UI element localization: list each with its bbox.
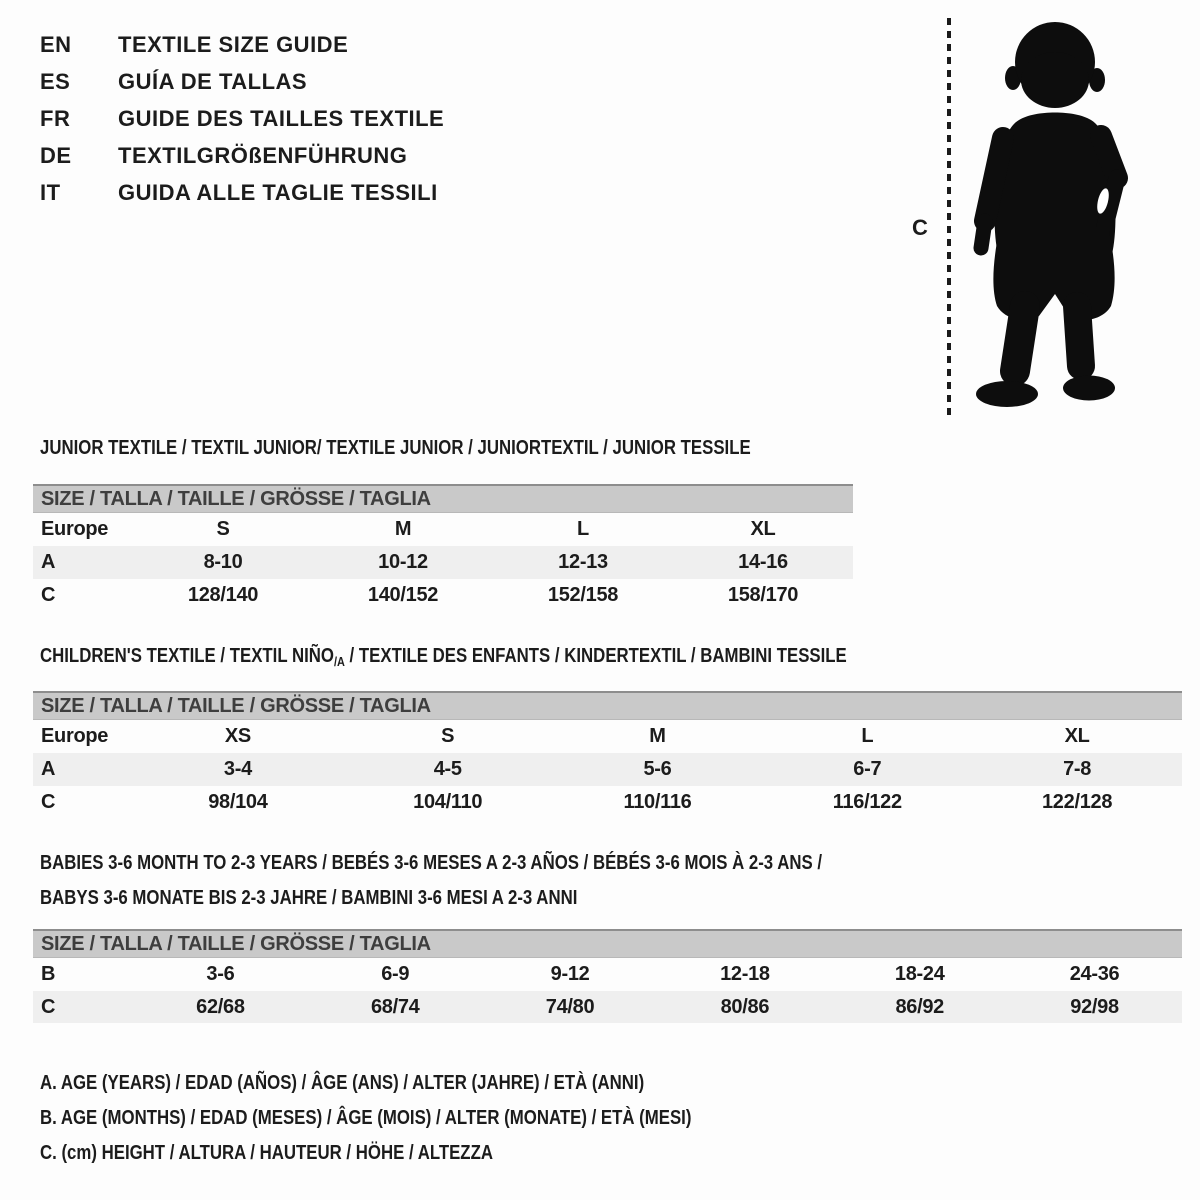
- language-title: TEXTILE SIZE GUIDE: [118, 31, 349, 57]
- children-title-part1: CHILDREN'S TEXTILE / TEXTIL NIÑO: [40, 645, 334, 667]
- table-row-age-months: B 3-6 6-9 9-12 12-18 18-24 24-36: [33, 958, 1182, 991]
- babies-section-title-line2: BABYS 3-6 MONATE BIS 2-3 JAHRE / BAMBINI 3-6 MESI A 2-3 ANNI: [40, 887, 578, 909]
- table-row-europe: Europe S M L XL: [33, 513, 853, 546]
- language-title: GUÍA DE TALLAS: [118, 68, 308, 94]
- row-label: A: [41, 758, 56, 780]
- row-label: C: [41, 584, 56, 606]
- babies-size-header-bar: SIZE / TALLA / TAILLE / GRÖSSE / TAGLIA: [33, 929, 1182, 958]
- language-row-en: [40, 26, 444, 63]
- language-row-de: [40, 137, 444, 174]
- language-code: EN: [40, 31, 72, 57]
- language-code: ES: [40, 68, 71, 94]
- legend-age-years: A. AGE (YEARS) / EDAD (AÑOS) / ÂGE (ANS) / ALTER (JAHRE) / ETÀ (ANNI): [40, 1072, 645, 1094]
- children-size-header-bar: SIZE / TALLA / TAILLE / GRÖSSE / TAGLIA: [33, 691, 1182, 720]
- legend-height-cm: C. (cm) HEIGHT / ALTURA / HAUTEUR / HÖHE / ALTEZZA: [40, 1142, 493, 1164]
- toddler-silhouette-icon: [963, 16, 1139, 418]
- children-title-subscript: /A: [333, 654, 345, 669]
- language-title: GUIDA ALLE TAGLIE TESSILI: [118, 179, 438, 205]
- children-title-part2: / TEXTILE DES ENFANTS / KINDERTEXTIL / BAMBINI TESSILE: [344, 645, 847, 667]
- legend-age-months: B. AGE (MONTHS) / EDAD (MESES) / ÂGE (MOIS) / ALTER (MONATE) / ETÀ (MESI): [40, 1107, 692, 1129]
- language-row-es: [40, 63, 444, 100]
- row-label: Europe: [41, 518, 109, 540]
- language-title: TEXTILGRÖßENFÜHRUNG: [118, 142, 408, 168]
- children-size-table: [33, 691, 1182, 819]
- babies-section-title-line1: BABIES 3-6 MONTH TO 2-3 YEARS / BEBÉS 3-6 MESES A 2-3 AÑOS / BÉBÉS 3-6 MOIS À 2-3 ANS /: [40, 852, 823, 874]
- children-section-title: [40, 644, 847, 670]
- table-row-height: C 128/140 140/152 152/158 158/170: [33, 579, 853, 612]
- language-row-it: [40, 174, 444, 211]
- language-title: GUIDE DES TAILLES TEXTILE: [118, 105, 445, 131]
- junior-size-header-bar: SIZE / TALLA / TAILLE / GRÖSSE / TAGLIA: [33, 484, 853, 513]
- row-label: A: [41, 551, 56, 573]
- table-row-age: A 8-10 10-12 12-13 14-16: [33, 546, 853, 579]
- language-code: IT: [40, 179, 61, 205]
- row-label: B: [41, 963, 56, 985]
- row-label: C: [41, 995, 56, 1018]
- language-code: DE: [40, 142, 72, 168]
- junior-section-title: JUNIOR TEXTILE / TEXTIL JUNIOR/ TEXTILE JUNIOR / JUNIORTEXTIL / JUNIOR TESSILE: [40, 437, 751, 459]
- table-row-europe: Europe XS S M L XL: [33, 720, 1182, 753]
- table-row-height: C 62/68 68/74 74/80 80/86 86/92 92/98: [33, 991, 1182, 1023]
- table-row-height: C 98/104 104/110 110/116 116/122 122/128: [33, 786, 1182, 819]
- row-label: Europe: [41, 725, 109, 747]
- language-row-fr: [40, 100, 444, 137]
- row-label: C: [41, 791, 56, 813]
- babies-size-table: [33, 929, 1182, 1023]
- height-dashed-line: [947, 18, 951, 416]
- table-row-age: A 3-4 4-5 5-6 6-7 7-8: [33, 753, 1182, 786]
- height-measure-label: C: [912, 215, 928, 240]
- language-code: FR: [40, 105, 71, 131]
- junior-size-table: [33, 484, 853, 612]
- language-list: [40, 26, 444, 211]
